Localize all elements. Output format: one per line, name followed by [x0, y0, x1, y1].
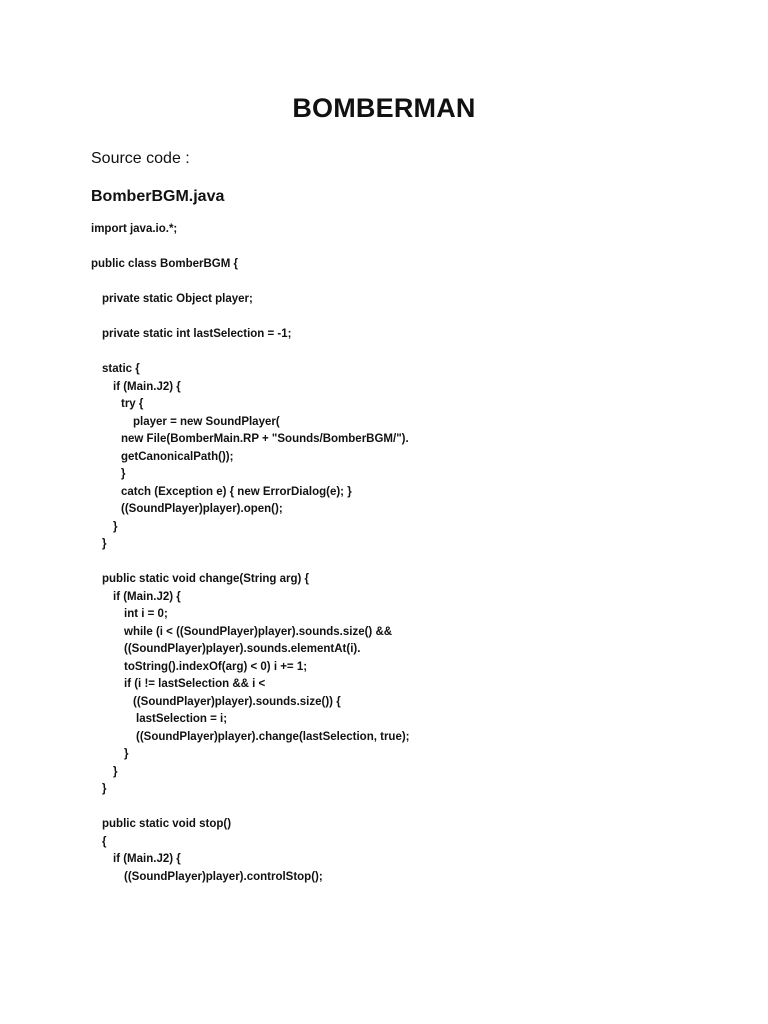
code-line: }	[124, 748, 129, 760]
code-line: public static void change(String arg) {	[102, 573, 310, 585]
code-line: if (Main.J2) {	[113, 853, 181, 865]
code-line: }	[113, 520, 118, 533]
code-line: if (Main.J2) {	[113, 380, 181, 393]
code-line: ((SoundPlayer)player).controlStop();	[124, 870, 323, 883]
code-line: int i = 0;	[124, 608, 168, 620]
code-line: lastSelection = i;	[136, 713, 228, 725]
code-line: ((SoundPlayer)player).sounds.elementAt(i).	[124, 643, 361, 655]
code-line: new File(BomberMain.RP + "Sounds/BomberBGM/").	[121, 433, 409, 445]
code-line: {	[102, 835, 107, 848]
code-line: ((SoundPlayer)player).open();	[121, 503, 283, 515]
code-line: try {	[121, 398, 144, 410]
code-line: }	[121, 468, 126, 480]
code-line: toString().indexOf(arg) < 0) i += 1;	[124, 660, 308, 673]
code-line: static {	[102, 363, 140, 375]
code-line: if (Main.J2) {	[113, 590, 181, 603]
code-line: ((SoundPlayer)player).sounds.size()) {	[133, 695, 341, 708]
code-line: catch (Exception e) { new ErrorDialog(e); }	[121, 485, 352, 498]
code-line: if (i != lastSelection && i <	[124, 678, 266, 690]
document-title: BOMBERMAN	[292, 93, 476, 123]
code-line: private static int lastSelection = -1;	[102, 328, 292, 340]
code-line: while (i < ((SoundPlayer)player).sounds.size() &&	[124, 625, 393, 638]
code-line: }	[113, 765, 118, 778]
section-subtitle: Source code :	[91, 150, 190, 167]
code-line: private static Object player;	[102, 293, 253, 305]
code-line: ((SoundPlayer)player).change(lastSelection, true);	[136, 730, 410, 743]
code-line: import java.io.*;	[91, 223, 178, 235]
code-line: getCanonicalPath());	[121, 450, 234, 463]
code-line: }	[102, 783, 107, 795]
code-line: player = new SoundPlayer(	[133, 415, 280, 428]
code-line: }	[102, 538, 107, 550]
code-line: public static void stop()	[102, 818, 232, 830]
code-line: public class BomberBGM {	[91, 258, 238, 270]
file-name-heading: BomberBGM.java	[91, 188, 225, 205]
